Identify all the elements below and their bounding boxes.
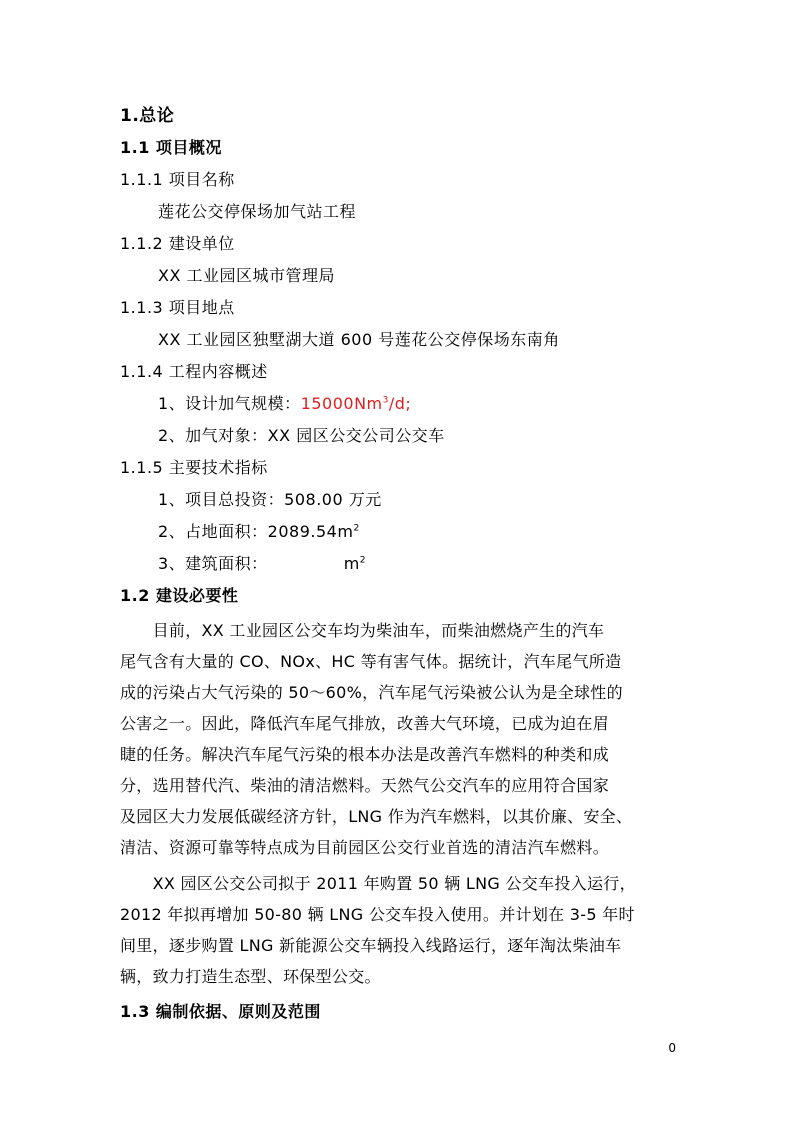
paragraph-line: 辆，致力打造生态型、环保型公交。 bbox=[120, 967, 381, 986]
project-name-text: 莲花公交停保场加气站工程 bbox=[158, 202, 357, 221]
section-heading-1-1: 1.1 项目概况 bbox=[120, 138, 222, 157]
construction-unit-text: XX 工业园区城市管理局 bbox=[158, 266, 336, 285]
paragraph-necessity bbox=[120, 615, 680, 863]
tech-indicator-1: 1、项目总投资：508.00 万元 bbox=[158, 490, 382, 509]
paragraph-line: 睫的任务。解决汽车尾气污染的根本办法是改善汽车燃料的种类和成 bbox=[120, 745, 610, 764]
gas-capacity-value: 15000Nm$^3$/d; bbox=[300, 394, 412, 413]
tech-indicator-2: 2、占地面积：$2089.54m^2$ bbox=[158, 522, 360, 541]
content-item-1-label: 1、设计加气规模： bbox=[158, 394, 301, 413]
content-item-2: 2、加气对象：XX 园区公交公司公交车 bbox=[158, 426, 445, 445]
content-item-1 bbox=[158, 394, 411, 414]
paragraph-line: 成的污染占大气污染的 50～60%，汽车尾气污染被公认为是全球性的 bbox=[120, 683, 623, 702]
subsection-heading-1-1-1: 1.1.1 项目名称 bbox=[120, 170, 235, 189]
subsection-heading-1-1-4: 1.1.4 工程内容概述 bbox=[120, 362, 268, 381]
section-heading-1-2: 1.2 建设必要性 bbox=[120, 586, 239, 605]
paragraph-plan bbox=[120, 868, 680, 992]
paragraph-line: 公害之一。因此，降低汽车尾气排放，改善大气环境，已成为迫在眉 bbox=[120, 714, 610, 733]
paragraph-line: 间里，逐步购置 LNG 新能源公交车辆投入线路运行，逐年淘汰柴油车 bbox=[120, 936, 622, 955]
paragraph-line: XX 园区公交公司拟于 2011 年购置 50 辆 LNG 公交车投入运行， bbox=[120, 874, 636, 893]
paragraph-line: 清洁、资源可靠等特点成为目前园区公交行业首选的清洁汽车燃料。 bbox=[120, 838, 610, 857]
paragraph-line: 2012 年拟再增加 50-80 辆 LNG 公交车投入使用。并计划在 3-5 年时 bbox=[120, 905, 635, 924]
paragraph-line: 分，选用替代汽、柴油的清洁燃料。天然气公交汽车的应用符合国家 bbox=[120, 776, 610, 795]
paragraph-line: 及园区大力发展低碳经济方针，LNG 作为汽车燃料，以其价廉、安全、 bbox=[120, 807, 633, 826]
tech-indicator-3: 3、建筑面积： $m^2$ bbox=[158, 554, 367, 573]
subsection-heading-1-1-2: 1.1.2 建设单位 bbox=[120, 234, 235, 253]
project-location-text: XX 工业园区独墅湖大道 600 号莲花公交停保场东南角 bbox=[158, 330, 560, 349]
paragraph-line: 目前，XX 工业园区公交车均为柴油车，而柴油燃烧产生的汽车 bbox=[120, 621, 605, 640]
section-heading-1-3: 1.3 编制依据、原则及范围 bbox=[120, 1002, 321, 1021]
chapter-heading: 1.总论 bbox=[120, 106, 175, 126]
paragraph-line: 尾气含有大量的 CO、NOx、HC 等有害气体。据统计，汽车尾气所造 bbox=[120, 652, 622, 671]
page-number: 0 bbox=[668, 1041, 676, 1055]
subsection-heading-1-1-5: 1.1.5 主要技术指标 bbox=[120, 458, 268, 477]
subsection-heading-1-1-3: 1.1.3 项目地点 bbox=[120, 298, 235, 317]
